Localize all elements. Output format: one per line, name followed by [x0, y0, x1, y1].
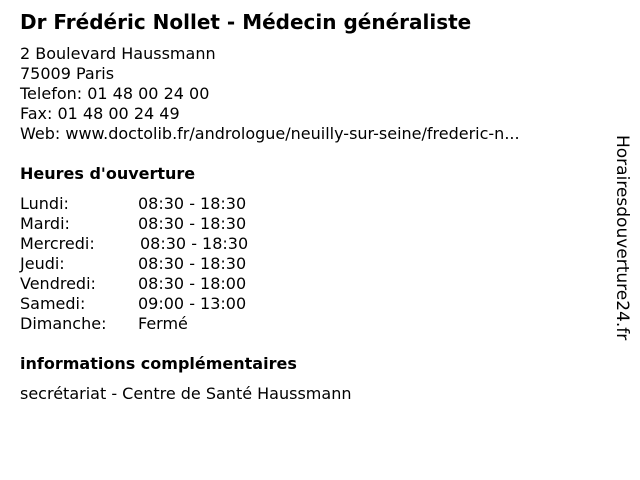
day-label: Mardi: [20, 214, 70, 233]
time-value: Fermé [138, 314, 188, 333]
opening-hours-table [20, 194, 320, 334]
phone-number[interactable]: Telefon: 01 48 00 24 00 [20, 84, 210, 103]
time-value: 08:30 - 18:00 [138, 274, 247, 293]
hours-row-wednesday [20, 234, 320, 254]
day-label: Samedi: [20, 294, 86, 313]
site-brand-watermark: Horairesdouverture24.fr [612, 135, 632, 341]
day-label: Mercredi: [20, 234, 95, 253]
hours-row-thursday [20, 254, 320, 274]
hours-row-tuesday [20, 214, 320, 234]
time-value: 08:30 - 18:30 [138, 254, 247, 273]
time-value: 08:30 - 18:30 [138, 214, 247, 233]
day-label: Vendredi: [20, 274, 96, 293]
hours-row-monday [20, 194, 320, 214]
time-value: 08:30 - 18:30 [138, 194, 247, 213]
day-label: Lundi: [20, 194, 69, 213]
fax-number: Fax: 01 48 00 24 49 [20, 104, 180, 123]
street-address: 2 Boulevard Haussmann [20, 44, 216, 63]
page-title: Dr Frédéric Nollet - Médecin généraliste [20, 10, 472, 34]
hours-row-sunday [20, 314, 320, 334]
hours-row-friday [20, 274, 320, 294]
city-address: 75009 Paris [20, 64, 115, 83]
additional-info-text: secrétariat - Centre de Santé Haussmann [20, 384, 352, 403]
time-value: 08:30 - 18:30 [140, 234, 249, 253]
time-value: 09:00 - 13:00 [138, 294, 247, 313]
website-link[interactable]: Web: www.doctolib.fr/andrologue/neuilly-sur-seine/frederic-n... [20, 124, 520, 143]
day-label: Jeudi: [20, 254, 65, 273]
opening-hours-heading: Heures d'ouverture [20, 164, 196, 183]
contact-block [20, 44, 520, 144]
day-label: Dimanche: [20, 314, 107, 333]
additional-info-heading: informations complémentaires [20, 354, 297, 373]
hours-row-saturday [20, 294, 320, 314]
